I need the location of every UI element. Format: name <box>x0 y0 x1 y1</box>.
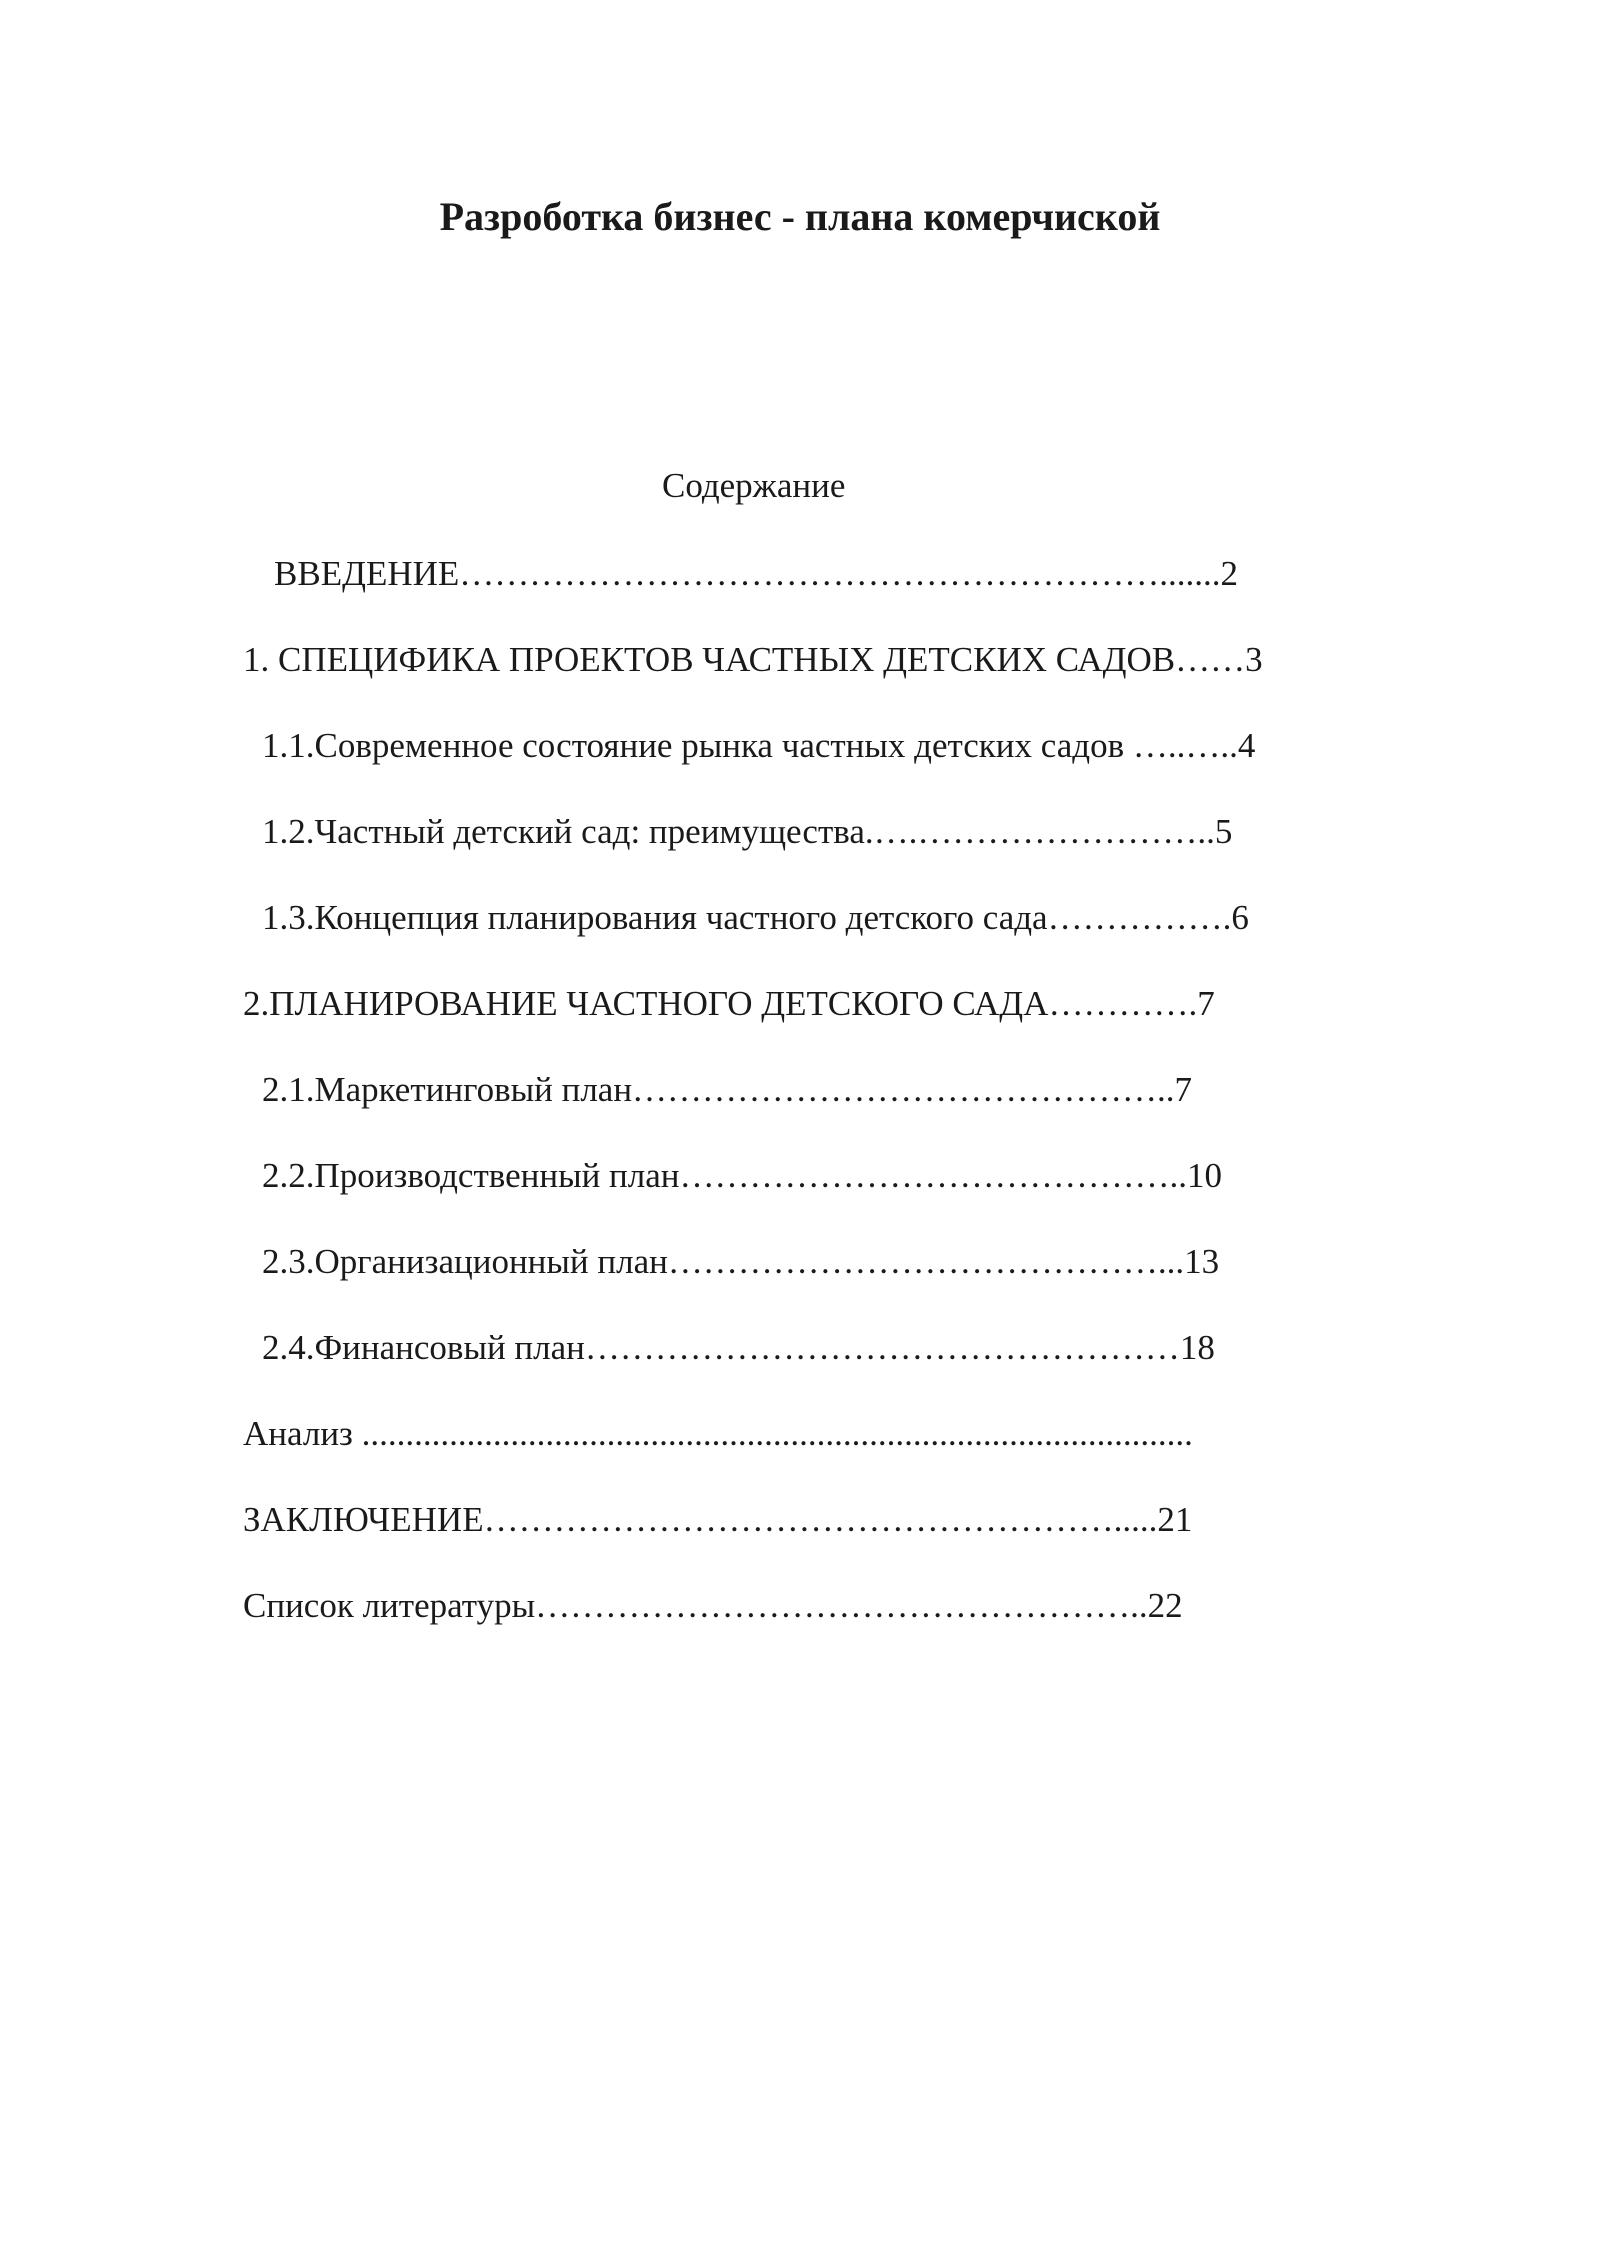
toc-entry-section-1-3: 1.3.Концепция планирования частного детского сада…………….6 <box>262 898 1249 937</box>
toc-entry-section-2-1: 2.1.Маркетинговый план………………………………………..7 <box>262 1070 1193 1109</box>
toc-entry-section-2-4: 2.4.Финансовый план……………………………………………18 <box>262 1328 1215 1367</box>
toc-entry-section-2-3: 2.3.Организационный план……………………………………...13 <box>262 1242 1220 1281</box>
toc-entry-section-2: 2.ПЛАНИРОВАНИЕ ЧАСТНОГО ДЕТСКОГО САДА………….7 <box>243 984 1215 1023</box>
toc-entry-references: Список литературы……………………………………………..22 <box>243 1586 1183 1625</box>
toc-entry-section-1-1: 1.1.Современное состояние рынка частных детских садов …..…..4 <box>262 726 1256 765</box>
toc-heading: Содержание <box>662 466 846 505</box>
toc-entry-section-2-2: 2.2.Производственный план……………………………………..10 <box>262 1156 1223 1195</box>
toc-entry-section-1: 1. СПЕЦИФИКА ПРОЕКТОВ ЧАСТНЫХ ДЕТСКИХ САДОВ……3 <box>243 640 1263 679</box>
toc-entry-analysis: Анализ ............................................................................................... <box>243 1414 1193 1453</box>
toc-entry-conclusion: ЗАКЛЮЧЕНИЕ……………………………………………….....21 <box>243 1500 1193 1539</box>
document-title: Разроботка бизнес - плана комерчиской <box>439 194 1161 239</box>
toc-entry-section-1-2: 1.2.Частный детский сад: преимущества.….……………………..5 <box>262 812 1233 851</box>
toc-entry-introduction: ВВЕДЕНИЕ…………………………………………………….......2 <box>274 554 1239 593</box>
